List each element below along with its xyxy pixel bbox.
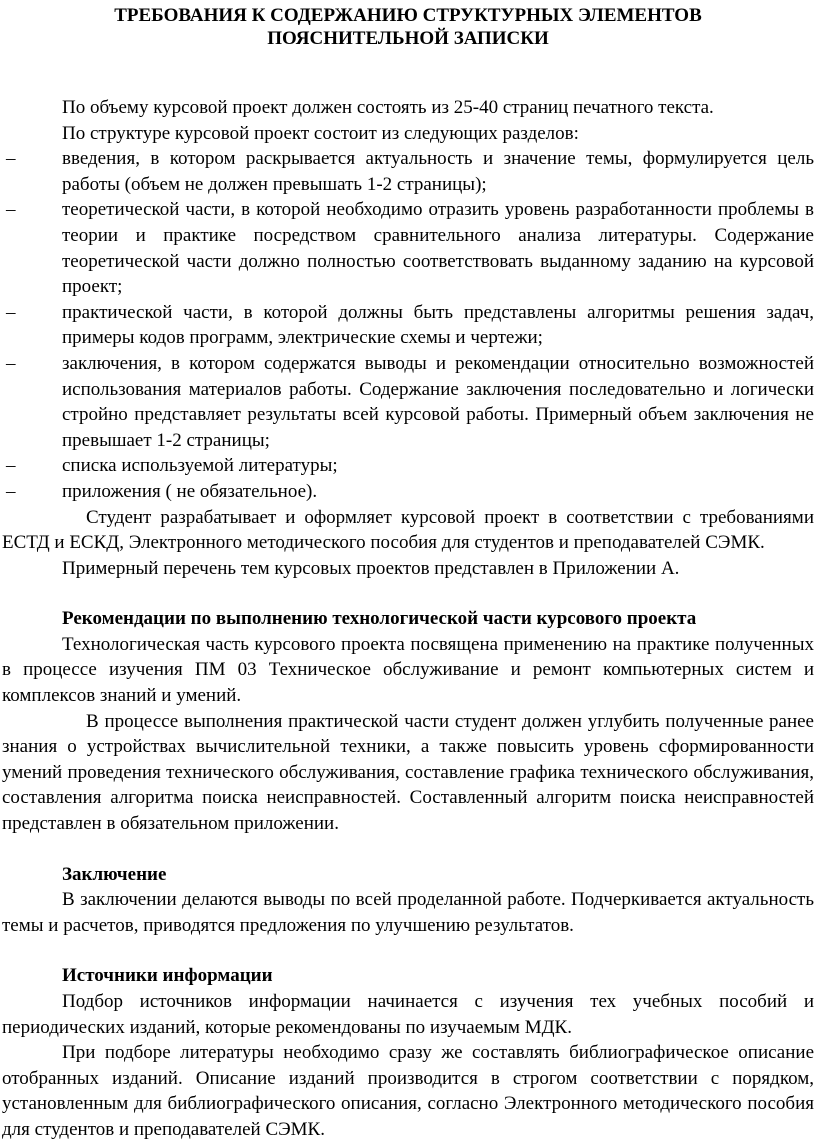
standards-paragraph: Студент разрабатывает и оформляет курсовой проект в соответствии с требованиями ЕСТД и ЕСКД, Электронного методического пособия для студентов и преподавателей СЭМК. xyxy=(2,506,814,554)
conclusion-heading: Заключение xyxy=(62,863,167,885)
title-line-1: ТРЕБОВАНИЯ К СОДЕРЖАНИЮ СТРУКТУРНЫХ ЭЛЕМЕНТОВ xyxy=(114,5,702,26)
spacer xyxy=(2,938,814,963)
intro-structure-paragraph: По структуре курсовой проект состоит из следующих разделов: xyxy=(62,122,579,144)
list-item xyxy=(2,453,814,479)
list-item xyxy=(2,197,814,299)
list-item-text: приложения ( не обязательное). xyxy=(62,480,318,502)
list-item xyxy=(2,146,814,197)
topics-appendix-paragraph: Примерный перечень тем курсовых проектов представлен в Приложении А. xyxy=(62,557,680,579)
list-item xyxy=(2,351,814,453)
spacer xyxy=(2,837,814,862)
tech-part-paragraph-2: В процессе выполнения практической части студент должен углубить полученные ранее знания о устройствах вычислительной техники, а также повысить уровень сформированности умений проведения технического обслуживания, составление графика технического обслуживания, составления алгоритма поиска неисправностей. Составленный алгоритм поиска неисправностей представлен в обязательном приложении. xyxy=(2,710,814,835)
list-dash-marker: – xyxy=(6,455,16,477)
list-item-text: списка используемой литературы; xyxy=(62,455,338,477)
list-item-text: введения, в котором раскрывается актуальность и значение темы, формулируется цель работы (объем не должен превышать 1-2 страницы); xyxy=(62,148,814,195)
sections-list xyxy=(2,146,814,504)
intro-volume-paragraph: По объему курсовой проект должен состоять из 25-40 страниц печатного текста. xyxy=(62,97,714,118)
spacer xyxy=(2,581,814,606)
list-item-text: заключения, в котором содержатся выводы и рекомендации относительно возможностей использования материалов работы. Содержание заключения последовательно и логически стройно представляет результаты всей курсовой работы. Примерный объем заключения не превышает 1-2 страницы; xyxy=(62,352,814,451)
sources-paragraph-1: Подбор источников информации начинается с изучения тех учебных пособий и периодических изданий, которые рекомендованы по изучаемым МДК. xyxy=(2,991,814,1038)
document-title xyxy=(2,4,814,50)
title-line-2: ПОЯСНИТЕЛЬНОЙ ЗАПИСКИ xyxy=(267,28,549,49)
list-dash-marker: – xyxy=(6,301,16,323)
list-dash-marker: – xyxy=(6,148,16,170)
tech-part-heading: Рекомендации по выполнению технологической части курсового проекта xyxy=(62,608,697,630)
list-item xyxy=(2,300,814,351)
conclusion-paragraph: В заключении делаются выводы по всей проделанной работе. Подчеркивается актуальность темы и расчетов, приводятся предложения по улучшению результатов. xyxy=(2,889,814,936)
tech-part-paragraph-1: Технологическая часть курсового проекта посвящена применению на практике полученных в процессе изучения ПМ 03 Техническое обслуживание и ремонт компьютерных систем и комплексов знаний и умений. xyxy=(2,633,814,707)
list-dash-marker: – xyxy=(6,199,16,221)
list-item xyxy=(2,479,814,505)
sources-heading: Источники информации xyxy=(62,965,273,987)
list-item-text: практической части, в которой должны быть представлены алгоритмы решения задач, примеры кодов программ, электрические схемы и чертежи; xyxy=(62,301,814,349)
list-item-text: теоретической части, в которой необходимо отразить уровень разработанности проблемы в теории и практике посредством сравнительного анализа литературы. Содержание теоретической части должно полностью соответствовать выданному заданию на курсовой проект; xyxy=(62,199,814,298)
list-dash-marker: – xyxy=(6,480,16,502)
sources-paragraph-2: При подборе литературы необходимо сразу же составлять библиографическое описание отобранных изданий. Описание изданий производится в строгом соответствии с порядком, установленным для библиографического описания, согласно Электронного методического пособия для студентов и преподавателей СЭМК. xyxy=(2,1042,814,1140)
list-dash-marker: – xyxy=(6,352,16,374)
